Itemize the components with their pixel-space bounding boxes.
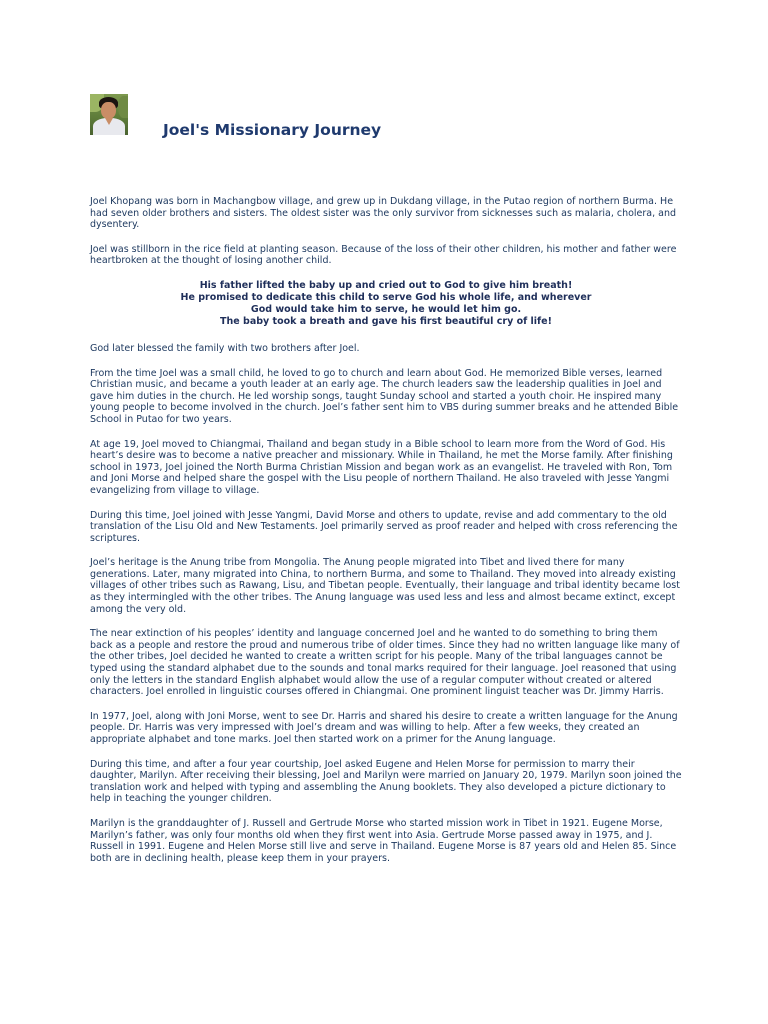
paragraph: Joel’s heritage is the Anung tribe from Mongolia. The Anung people migrated into Tibet and lived there for many generations. Later, many migrated into China, to northern Burma, and some to Thailand. They moved into already existing villages of other tribes such as Rawang, Lisu, and Tibetan people. Eventually, their language and tribal identity became lost as they intermingled with the other tribes. The Anung language was used less and less and almost became extinct, except among the very old.: [90, 557, 680, 615]
photo-face: [101, 102, 116, 119]
paragraph: At age 19, Joel moved to Chiangmai, Thailand and began study in a Bible school to learn more from the Word of God. His heart’s desire was to become a native preacher and missionary. While in Thailand, he met the Morse family. After finishing school in 1973, Joel joined the North Burma Christian Mission and began work as an evangelist. He traveled with Ron, Tom and Joni Morse and helped share the gospel with the Lisu people of northern Thailand. He also traveled with Jesse Yangmi evangelizing from village to village.: [90, 438, 673, 496]
paragraph: In 1977, Joel, along with Joni Morse, went to see Dr. Harris and shared his desire to create a written language for the Anung people. Dr. Harris was very impressed with Joel’s dream and was willing to help. After a few weeks, they created an appropriate alphabet and tone marks. Joel then started work on a primer for the Anung language.: [90, 710, 678, 745]
highlight-quote: [90, 280, 682, 328]
paragraph: During this time, Joel joined with Jesse Yangmi, David Morse and others to update, revise and add commentary to the old translation of the Lisu Old and New Testaments. Joel primarily served as proof reader and helped with cross referencing the scriptures.: [90, 509, 678, 544]
photo-foliage-right: [118, 96, 128, 118]
paragraph: During this time, and after a four year courtship, Joel asked Eugene and Helen Morse for permission to marry their daughter, Marilyn. After receiving their blessing, Joel and Marilyn were married on January 20, 1979. Marilyn soon joined the translation work and helped with typing and assembling the Anung booklets. They also developed a picture dictionary to help in teaching the younger children.: [90, 758, 682, 805]
paragraph: The near extinction of his peoples’ identity and language concerned Joel and he wanted to do something to bring them back as a people and restore the proud and numerous tribe of older times. Since they had no written language like many of the other tribes, Joel decided he wanted to create a written script for his people. Many of the tribal languages cannot be typed using the standard alphabet due to the sounds and tonal marks required for their language. Joel reasoned that using only the letters in the standard English alphabet would allow the use of a regular computer without created or altered characters. Joel enrolled in linguistic courses offered in Chiangmai. One prominent linguist teacher was Dr. Jimmy Harris.: [90, 628, 680, 698]
paragraph: God later blessed the family with two brothers after Joel.: [90, 342, 360, 354]
quote-line: His father lifted the baby up and cried out to God to give him breath!: [199, 279, 573, 291]
header: [90, 94, 690, 138]
quote-line: God would take him to serve, he would let him go.: [250, 303, 522, 315]
paragraph: Joel Khopang was born in Machangbow village, and grew up in Dukdang village, in the Putao region of northern Burma. He had seven older brothers and sisters. The oldest sister was the only survivor from sicknesses such as malaria, cholera, and dysentery.: [90, 196, 677, 231]
paragraph: From the time Joel was a small child, he loved to go to church and learn about God. He memorized Bible verses, learned Christian music, and became a youth leader at an early age. The church leaders saw the leadership qualities in Joel and gave him duties in the church. He led worship songs, taught Sunday school and started a youth choir. He inspired many young people to become involved in the church. Joel’s father sent him to VBS during summer breaks and he attended Bible School in Putao for two years.: [90, 367, 679, 425]
article-body: [90, 196, 682, 877]
paragraph: Marilyn is the granddaughter of J. Russell and Gertrude Morse who started mission work in Tibet in 1921. Eugene Morse, Marilyn’s father, was only four months old when they first went into Asia. Gertrude Morse passed away in 1975, and J. Russell in 1991. Eugene and Helen Morse still live and serve in Thailand. Eugene Morse is 87 years old and Helen 85. Since both are in declining health, please keep them in your prayers.: [90, 817, 677, 864]
quote-line: The baby took a breath and gave his first beautiful cry of life!: [220, 315, 552, 327]
quote-line: He promised to dedicate this child to serve God his whole life, and wherever: [180, 291, 592, 303]
page-title: Joel's Missionary Journey: [163, 121, 382, 139]
portrait-photo: [90, 94, 128, 135]
paragraph: Joel was stillborn in the rice field at planting season. Because of the loss of their other children, his mother and father were heartbroken at the thought of losing another child.: [90, 243, 677, 267]
